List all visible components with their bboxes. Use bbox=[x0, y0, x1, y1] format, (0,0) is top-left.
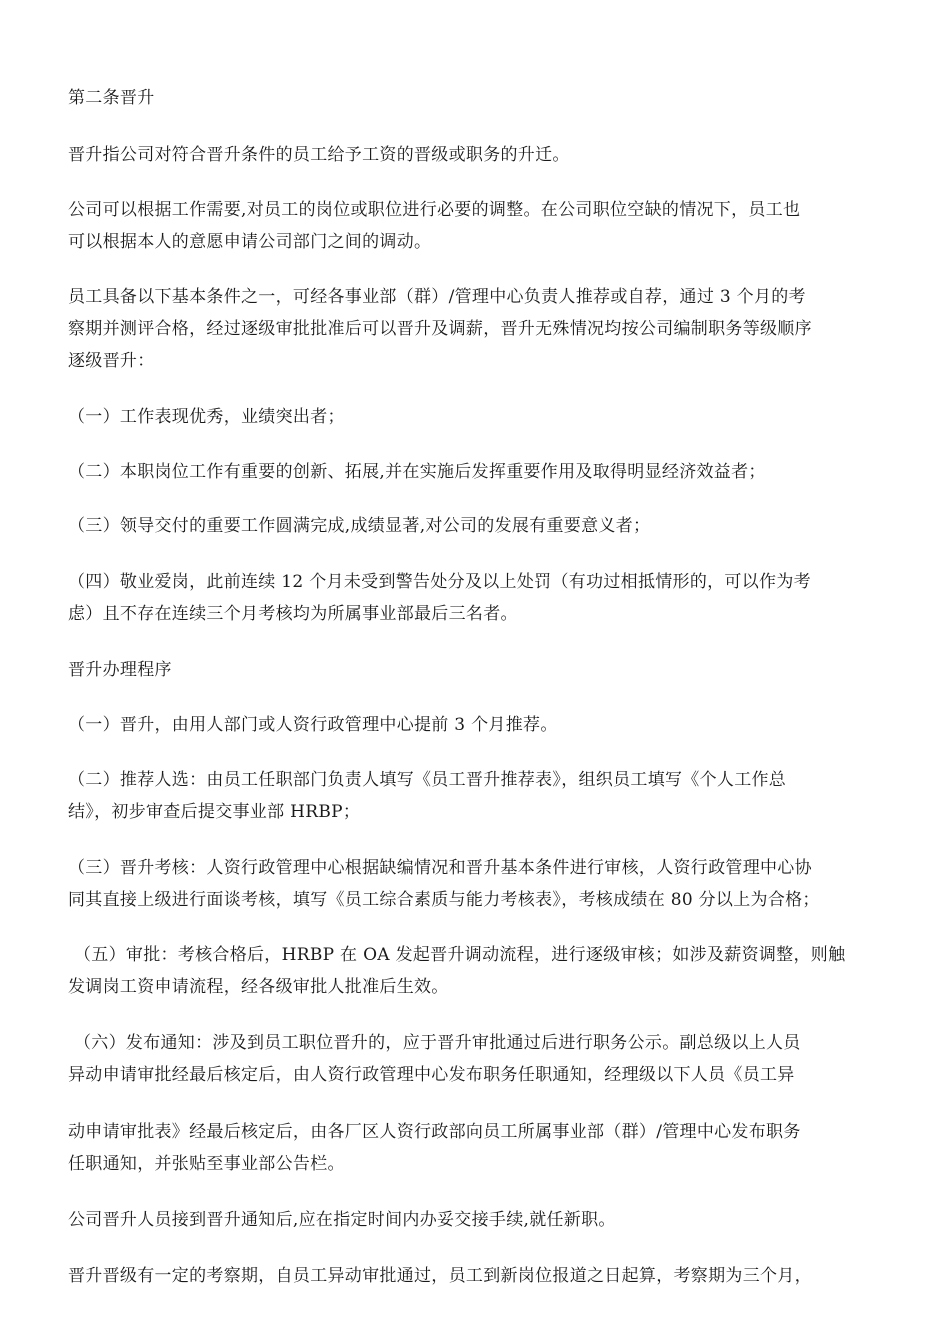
list-item: 任职通知，并张贴至事业部公告栏。 bbox=[68, 1154, 345, 1174]
list-item: （五）审批：考核合格后，HRBP 在 OA 发起晋升调动流程，进行逐级审核；如涉及薪资调整，则触 bbox=[74, 945, 846, 965]
paragraph-line: 公司可以根据工作需要,对员工的岗位或职位进行必要的调整。在公司职位空缺的情况下，员工也 bbox=[68, 200, 801, 220]
list-item: 结》，初步审查后提交事业部 HRBP； bbox=[68, 802, 361, 822]
list-item: 同其直接上级进行面谈考核，填写《员工综合素质与能力考核表》，考核成绩在 80 分以上为合格； bbox=[68, 890, 820, 910]
list-item: 虑）且不存在连续三个月考核均为所属事业部最后三名者。 bbox=[68, 604, 518, 624]
paragraph-line: 公司晋升人员接到晋升通知后,应在指定时间内办妥交接手续,就任新职。 bbox=[68, 1210, 616, 1230]
paragraph-line: 可以根据本人的意愿申请公司部门之间的调动。 bbox=[68, 232, 432, 252]
list-item: （一）工作表现优秀，业绩突出者； bbox=[68, 407, 345, 427]
paragraph-line: 晋升指公司对符合晋升条件的员工给予工资的晋级或职务的升迁。 bbox=[68, 145, 570, 165]
section-heading: 晋升办理程序 bbox=[68, 660, 172, 680]
list-item: （二）本职岗位工作有重要的创新、拓展,并在实施后发挥重要作用及取得明显经济效益者； bbox=[68, 462, 766, 482]
list-item: 发调岗工资申请流程，经各级审批人批准后生效。 bbox=[68, 977, 449, 997]
list-item: 异动申请审批经最后核定后，由人资行政管理中心发布职务任职通知，经理级以下人员《员工异 bbox=[68, 1065, 795, 1085]
list-item: （三）晋升考核：人资行政管理中心根据缺编情况和晋升基本条件进行审核，人资行政管理中心协 bbox=[68, 858, 812, 878]
list-item: 动申请审批表》经最后核定后，由各厂区人资行政部向员工所属事业部（群）/管理中心发布职务 bbox=[68, 1122, 801, 1142]
paragraph-line: 逐级晋升： bbox=[68, 351, 155, 371]
section-heading: 第二条晋升 bbox=[68, 88, 155, 108]
list-item: （一）晋升，由用人部门或人资行政管理中心提前 3 个月推荐。 bbox=[68, 715, 558, 735]
paragraph-line: 员工具备以下基本条件之一，可经各事业部（群）/管理中心负责人推荐或自荐，通过 3 个月的考 bbox=[68, 287, 806, 307]
paragraph-line: 晋升晋级有一定的考察期，自员工异动审批通过，员工到新岗位报道之日起算，考察期为三个月， bbox=[68, 1266, 812, 1286]
paragraph-line: 察期并测评合格，经过逐级审批批准后可以晋升及调薪，晋升无殊情况均按公司编制职务等级顺序 bbox=[68, 319, 812, 339]
list-item: （三）领导交付的重要工作圆满完成,成绩显著,对公司的发展有重要意义者； bbox=[68, 516, 651, 536]
list-item: （四）敬业爱岗，此前连续 12 个月未受到警告处分及以上处罚（有功过相抵情形的，可以作为考 bbox=[68, 572, 811, 592]
list-item: （六）发布通知：涉及到员工职位晋升的，应于晋升审批通过后进行职务公示。副总级以上人员 bbox=[74, 1033, 801, 1053]
list-item: （二）推荐人选：由员工任职部门负责人填写《员工晋升推荐表》，组织员工填写《个人工作总 bbox=[68, 770, 787, 790]
